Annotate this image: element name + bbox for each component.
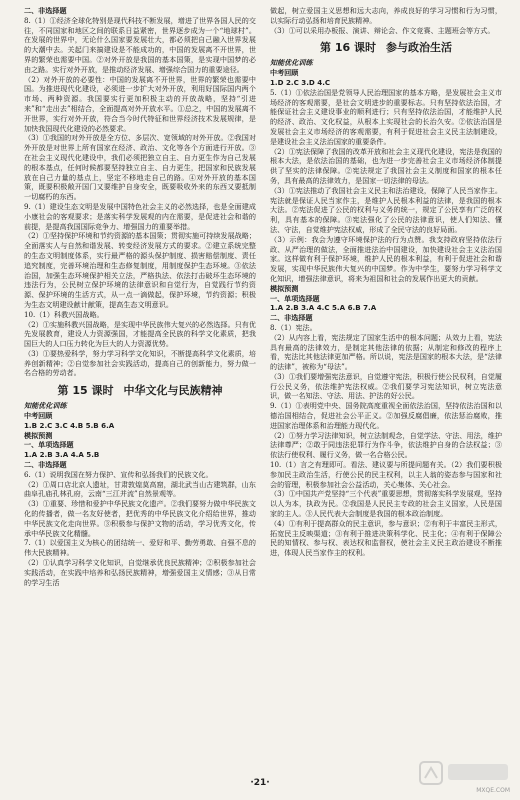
lesson-16-title: 参与政治生活 (385, 41, 452, 55)
answer-paragraph: （3）①宪法推动了我国社会主义民主和法治建设，保障了人民当家作主。宪法就是保证人民当家作主，是维护人民根本利益的法律，是我国的根本大法。②宪法促进了公民的权利与义务的统一，规定了公民享有广泛的权利，具有基本的保障。③宪法强化了公民的法律意识，使人们知法、懂法、守法，自觉维护宪法权威，形成了全民守法的良好局面。 (270, 185, 502, 234)
answer-paragraph: （2）①坚持保护环境和节约资源的基本国策；贯彻实施可持续发展战略；全面落实人与自然和谐发展、转变经济发展方式的要求。②建立系统完整的生态文明制度体系，实行最严格的源头保护制度、损害赔偿制度、责任追究制度，完善环境治理和生态修复制度，用制度保护生态环境。③依法治国，加强生态环境保护相关立法，严格执法、依法打击破坏生态环境的违法行为，公民树立保护环境的法律意识和自觉行为，自觉践行节约资源、保护环境的生活方式，从一点一滴做起，保护环境，节约资源；积极为生态文明建设献计献策，提高生态文明意识。 (24, 231, 256, 309)
answer-paragraph: 9.（1）建设生态文明是发展中国特色社会主义的必然选择，也是全面建成小康社会的客观要求；是落实科学发展观的内在需要，是促进社会和谐的前提，是提高我国国际竞争力、增强国力的重要举措。 (24, 201, 256, 231)
answer-paragraph: 10.（1）言之有理即可。看法、建议要与所提问题有关。（2）我们要积极参加民主政治生活，行使公民的民主权利，以主人翁的姿态参与国家和社会的管理，积极参加社会公益活动，关心集体、关心社会。 (270, 460, 502, 489)
page-number: ·21· (250, 778, 270, 788)
section-heading: 1.B 2.C 3.C 4.B 5.B 6.A (24, 420, 115, 430)
lesson-15-answers (24, 401, 256, 587)
answer-paragraph: （3）①重要、珍惜和爱护中华民族文化遗产。②我们要努力做中华民族文化的传播者，做一名友好使者，把优秀的中华民族文化介绍给世界，推动中华民族文化走向世界。③积极参与保护文物的活动，学习优秀文化，传承中华民族文化精髓。 (24, 499, 256, 538)
answer-paragraph: 9.（1）①表明党中央、国务院高度重视全面依法治国，坚持依法治国和以德治国相结合，促进社会公平正义。②加强反腐倡廉，依法惩治腐败，推进国家治理体系和治理能力现代化。 (270, 401, 502, 430)
section-tag: 知能优化训练 (24, 401, 67, 411)
section-heading: 中考回顾 (270, 68, 299, 78)
section-heading: 一、单项选择题 (270, 293, 320, 303)
answer-paragraph: 做起，树立爱国主义思想和远大志向，养成良好的学习习惯和行为习惯，以实际行动弘扬和培育民族精神。 (270, 6, 502, 25)
answer-paragraph: （2）①实施科教兴国战略，是实现中华民族伟大复兴的必然选择。只有优先发展教育，建设人力资源强国，才能提高全民族的科学文化素质，把我国巨大的人口压力转化为巨大的人力资源优势。 (24, 319, 256, 349)
section-heading: 一、单项选择题 (24, 440, 74, 450)
lesson-15-title: 中华文化与民族精神 (123, 384, 223, 398)
answer-paragraph: 5.（1）①依法治国是党领导人民治理国家的基本方略，是发展社会主义市场经济的客观需要，是社会文明进步的重要标志。只有坚持依法治国，才能保证社会主义建设事业的顺利进行；只有坚持依法治国，才能维护人民的经济、政治、文化权益，从根本上实现社会的长治久安。②依法治国是发展社会主义市场经济的客观需要，有利于促进社会主义民主法制建设，是建设社会主义法治国家的重要条件。 (270, 87, 502, 146)
answer-paragraph: （3）①可以采用办板报、演讲、辩论会、作文竞赛、主题班会等方式。 (270, 25, 495, 35)
answer-paragraph: （3）示例：我会为遵守环境保护法的行为点赞。我支持政府坚持依法行政、从严治理的做法，全面推进法治中国建设，加快建设社会主义法治国家。这样做有利于保护环境，维护人民的根本利益，有利于促进社会和谐发展，实现中华民族伟大复兴的中国梦。作为中学生，要努力学习科学文化知识，增强法律意识，将来为祖国和社会的发展作出更大的贡献。 (270, 234, 502, 283)
answer-paragraph: 10.（1）科教兴国战略。 (24, 309, 104, 319)
left-column (24, 6, 256, 587)
answer-paragraph: （2）对外开放的必要性：中国的发展离不开世界，世界的繁荣也需要中国。为推进现代化建设，必须进一步扩大对外开放，利用好国际国内两个市场、两种资源。我国要实行更加积极主动的开放战略，坚持“引进来”和“走出去”相结合，全面提高对外开放水平。①总之，中国的发展离不开世界，实行对外开放，符合当今时代特征和世界经济技术发展规律，是加快我国现代化建设的必然要求。 (24, 74, 256, 133)
section-heading: 模拟预测 (24, 430, 53, 440)
answer-paragraph: （2）①努力学习法律知识，树立法制观念，自觉学法、守法、用法，维护法律尊严；②敢于同违法犯罪行为作斗争，依法维护自身的合法权益；③依法行使权利、履行义务，做一名合格公民。 (270, 430, 502, 460)
right-answer-block (270, 6, 502, 35)
section-heading: 二、非选择题 (24, 460, 67, 470)
answer-paragraph: （3）①我国的对外开放是全方位、多层次、宽领域的对外开放。②我国对外开放是对世界上所有国家在经济、政治、文化等各个方面进行开放。③在社会主义现代化建设中，我们必须把独立自主、自力更生作为自己发展的根本基点，任何时候都要坚持独立自主、自力更生，把国家和民族发展放在自己力量的基点上，坚定不移地走自己的路。④对外开放的基本国策，既要积极敞开国门又要维护自身安全，既要吸收外来的东西又要抵制一切腐朽的东西。 (24, 133, 256, 202)
lesson-16-answers (270, 58, 502, 558)
section-heading: 1.D 2.C 3.D 4.C (270, 77, 331, 87)
answer-paragraph: 6.（1）说明我国在努力保护、宣传和弘扬我们的民族文化。 (24, 469, 213, 479)
section-heading: 中考回顾 (24, 411, 53, 421)
answer-paragraph: 8.（1）宪法。 (270, 322, 317, 332)
section-heading: 二、非选择题 (270, 313, 313, 323)
section-heading: 模拟预测 (270, 283, 299, 293)
answer-paragraph: （2）①认真学习科学文化知识，自觉继承优良民族精神；②积极参加社会实践活动，在实践中培养和弘扬民族精神，增强爱国主义情感；③从日常的学习生活 (24, 558, 256, 587)
lesson-16-number: 第 16 课时 (320, 41, 376, 55)
answer-paragraph: 7.（1）以爱国主义为核心的团结统一、爱好和平、勤劳勇敢、自强不息的伟大民族精神。 (24, 538, 256, 558)
right-column (270, 6, 502, 558)
answer-paragraph: （3）①我们要增强宪法意识，自觉遵守宪法，积极行使公民权利，自觉履行公民义务，依法维护宪法权威。②我们要学习宪法知识，树立宪法意识，做一名知法、守法、用法、护法的好公民。 (270, 371, 502, 401)
section-heading: 二、非选择题 (24, 6, 67, 15)
section-heading: 1.A 2.B 3.A 4.C 5.A 6.B 7.A (270, 303, 377, 313)
answer-paragraph: （2）①宪法保障了我国的改革开放和社会主义现代化建设，宪法是我国的根本大法，是依法治国的基础，也为进一步完善社会主义市场经济体制提供了坚实的法律保障。②宪法规定了我国社会主义制度和国家的根本任务，具有最高的法律效力，是国家一切法律的母法。 (270, 146, 502, 185)
answer-paragraph: （4）①有利于提高群众的民主意识，参与意识；②有利于丰富民主形式，拓宽民主反映渠道；③有利于推进决策科学化、民主化；④有利于保障公民的知情权、参与权、表达权和监督权，使社会主义民主政治建设不断推进，体现人民当家作主的权利。 (270, 518, 502, 558)
answer-paragraph: （2）①周口店北京人遗址，甘肃敦煌莫高窟，湖北武当山古建筑群，山东曲阜孔庙孔林孔府，云南“三江并流”自然景观等。 (24, 479, 256, 499)
answer-paragraph: （3）①中国共产党坚持“三个代表”重要思想，贯彻落实科学发展观，坚持以人为本，执政为民。②我国是人民民主专政的社会主义国家，人民是国家的主人。③人民代表大会制度是我国的根本政治制度。 (270, 489, 502, 519)
answer-paragraph: （2）从内容上看，宪法规定了国家生活中的根本问题；从效力上看，宪法具有最高的法律效力，是制定其他法律的依据；从制定和修改的程序上看，宪法比其他法律更加严格。所以说，宪法是国家的根本大法，是“法律的法律”，被称为“母法”。 (270, 332, 502, 372)
lesson-16-heading (270, 40, 502, 55)
watermark-text: MXQE.COM (476, 787, 510, 794)
answer-paragraph: 8.（1）①经济全球化特别是现代科技不断发展，增进了世界各国人民的交往，不同国家和地区之间的联系日益紧密，世界逐步成为一个“地球村”。在发展的世界中，无论什么国家要发展壮大，都必须把自己融入世界发展的大潮中去。关起门来搞建设是不能成功的，中国的发展离不开世界，世界的繁荣也需要中国。②对外开放是我国的基本国策，是实现中国梦的必由之路。实行对外开放，是推动经济发展、增强综合国力的重要途径。 (24, 15, 256, 74)
answer-paragraph: （3）①要热爱科学，努力学习科学文化知识，不断提高科学文化素质，培养创新精神；②自觉参加社会实践活动，提高自己的创新能力，努力做一名合格的劳动者。 (24, 348, 256, 378)
left-answer-block (24, 6, 256, 378)
section-tag: 知能优化训练 (270, 58, 313, 68)
lesson-15-heading (24, 383, 256, 398)
lesson-15-number: 第 15 课时 (57, 384, 114, 398)
section-heading: 1.A 2.B 3.A 4.A 5.B (24, 450, 100, 460)
